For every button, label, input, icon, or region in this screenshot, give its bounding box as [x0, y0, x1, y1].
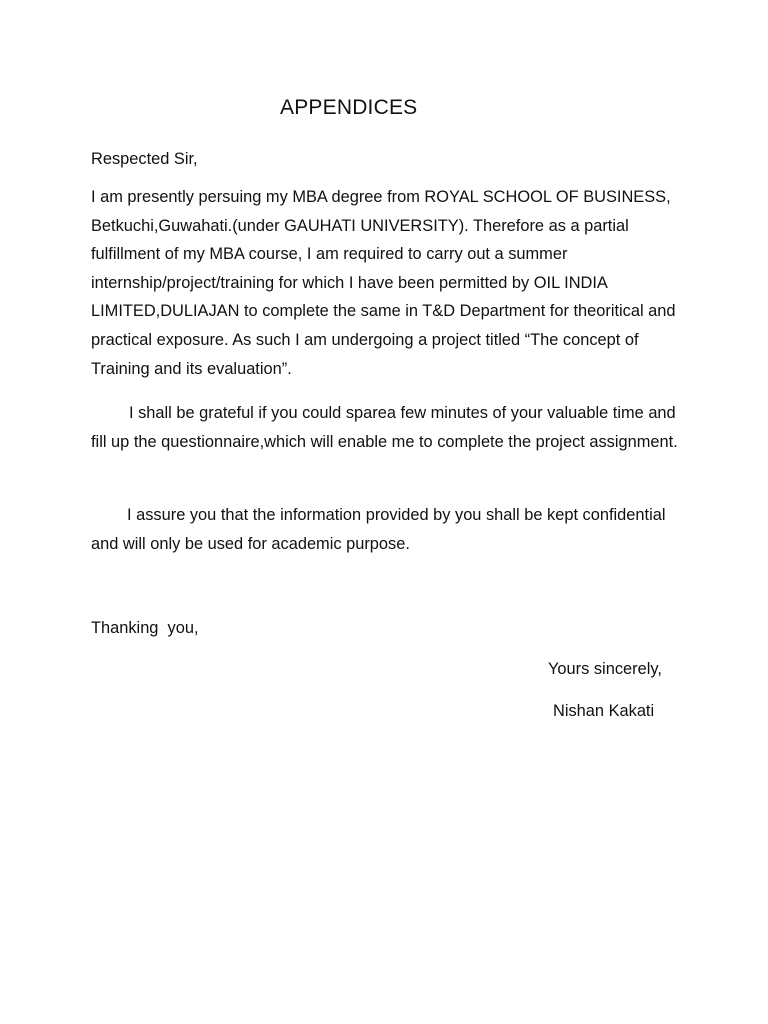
body-paragraph-intro: I am presently persuing my MBA degree from ROYAL SCHOOL OF BUSINESS, Betkuchi,Guwahati.(under GAUHATI UNIVERSITY). Therefore as a partial fulfillment of my MBA course, I am required to carry out a summer internship/project/training for which I have been permitted by OIL INDIA LIMITED,DULIAJAN to complete the same in T&D Department for theoritical and practical exposure. As such I am undergoing a project titled “The concept of Training and its evaluation”. — [91, 188, 676, 378]
body-paragraph-request: I shall be grateful if you could sparea few minutes of your valuable time and fill up the questionnaire,which will enable me to complete the project assignment. — [91, 404, 678, 451]
signature-name: Nishan Kakati — [553, 702, 655, 720]
thanks-line: Thanking you, — [91, 619, 199, 637]
closing-line: Yours sincerely, — [548, 660, 662, 678]
page-title: APPENDICES — [280, 96, 418, 119]
body-paragraph-confidentiality: I assure you that the information provided by you shall be kept confidential and will only be used for academic purpose. — [91, 506, 666, 553]
salutation: Respected Sir, — [91, 150, 198, 168]
